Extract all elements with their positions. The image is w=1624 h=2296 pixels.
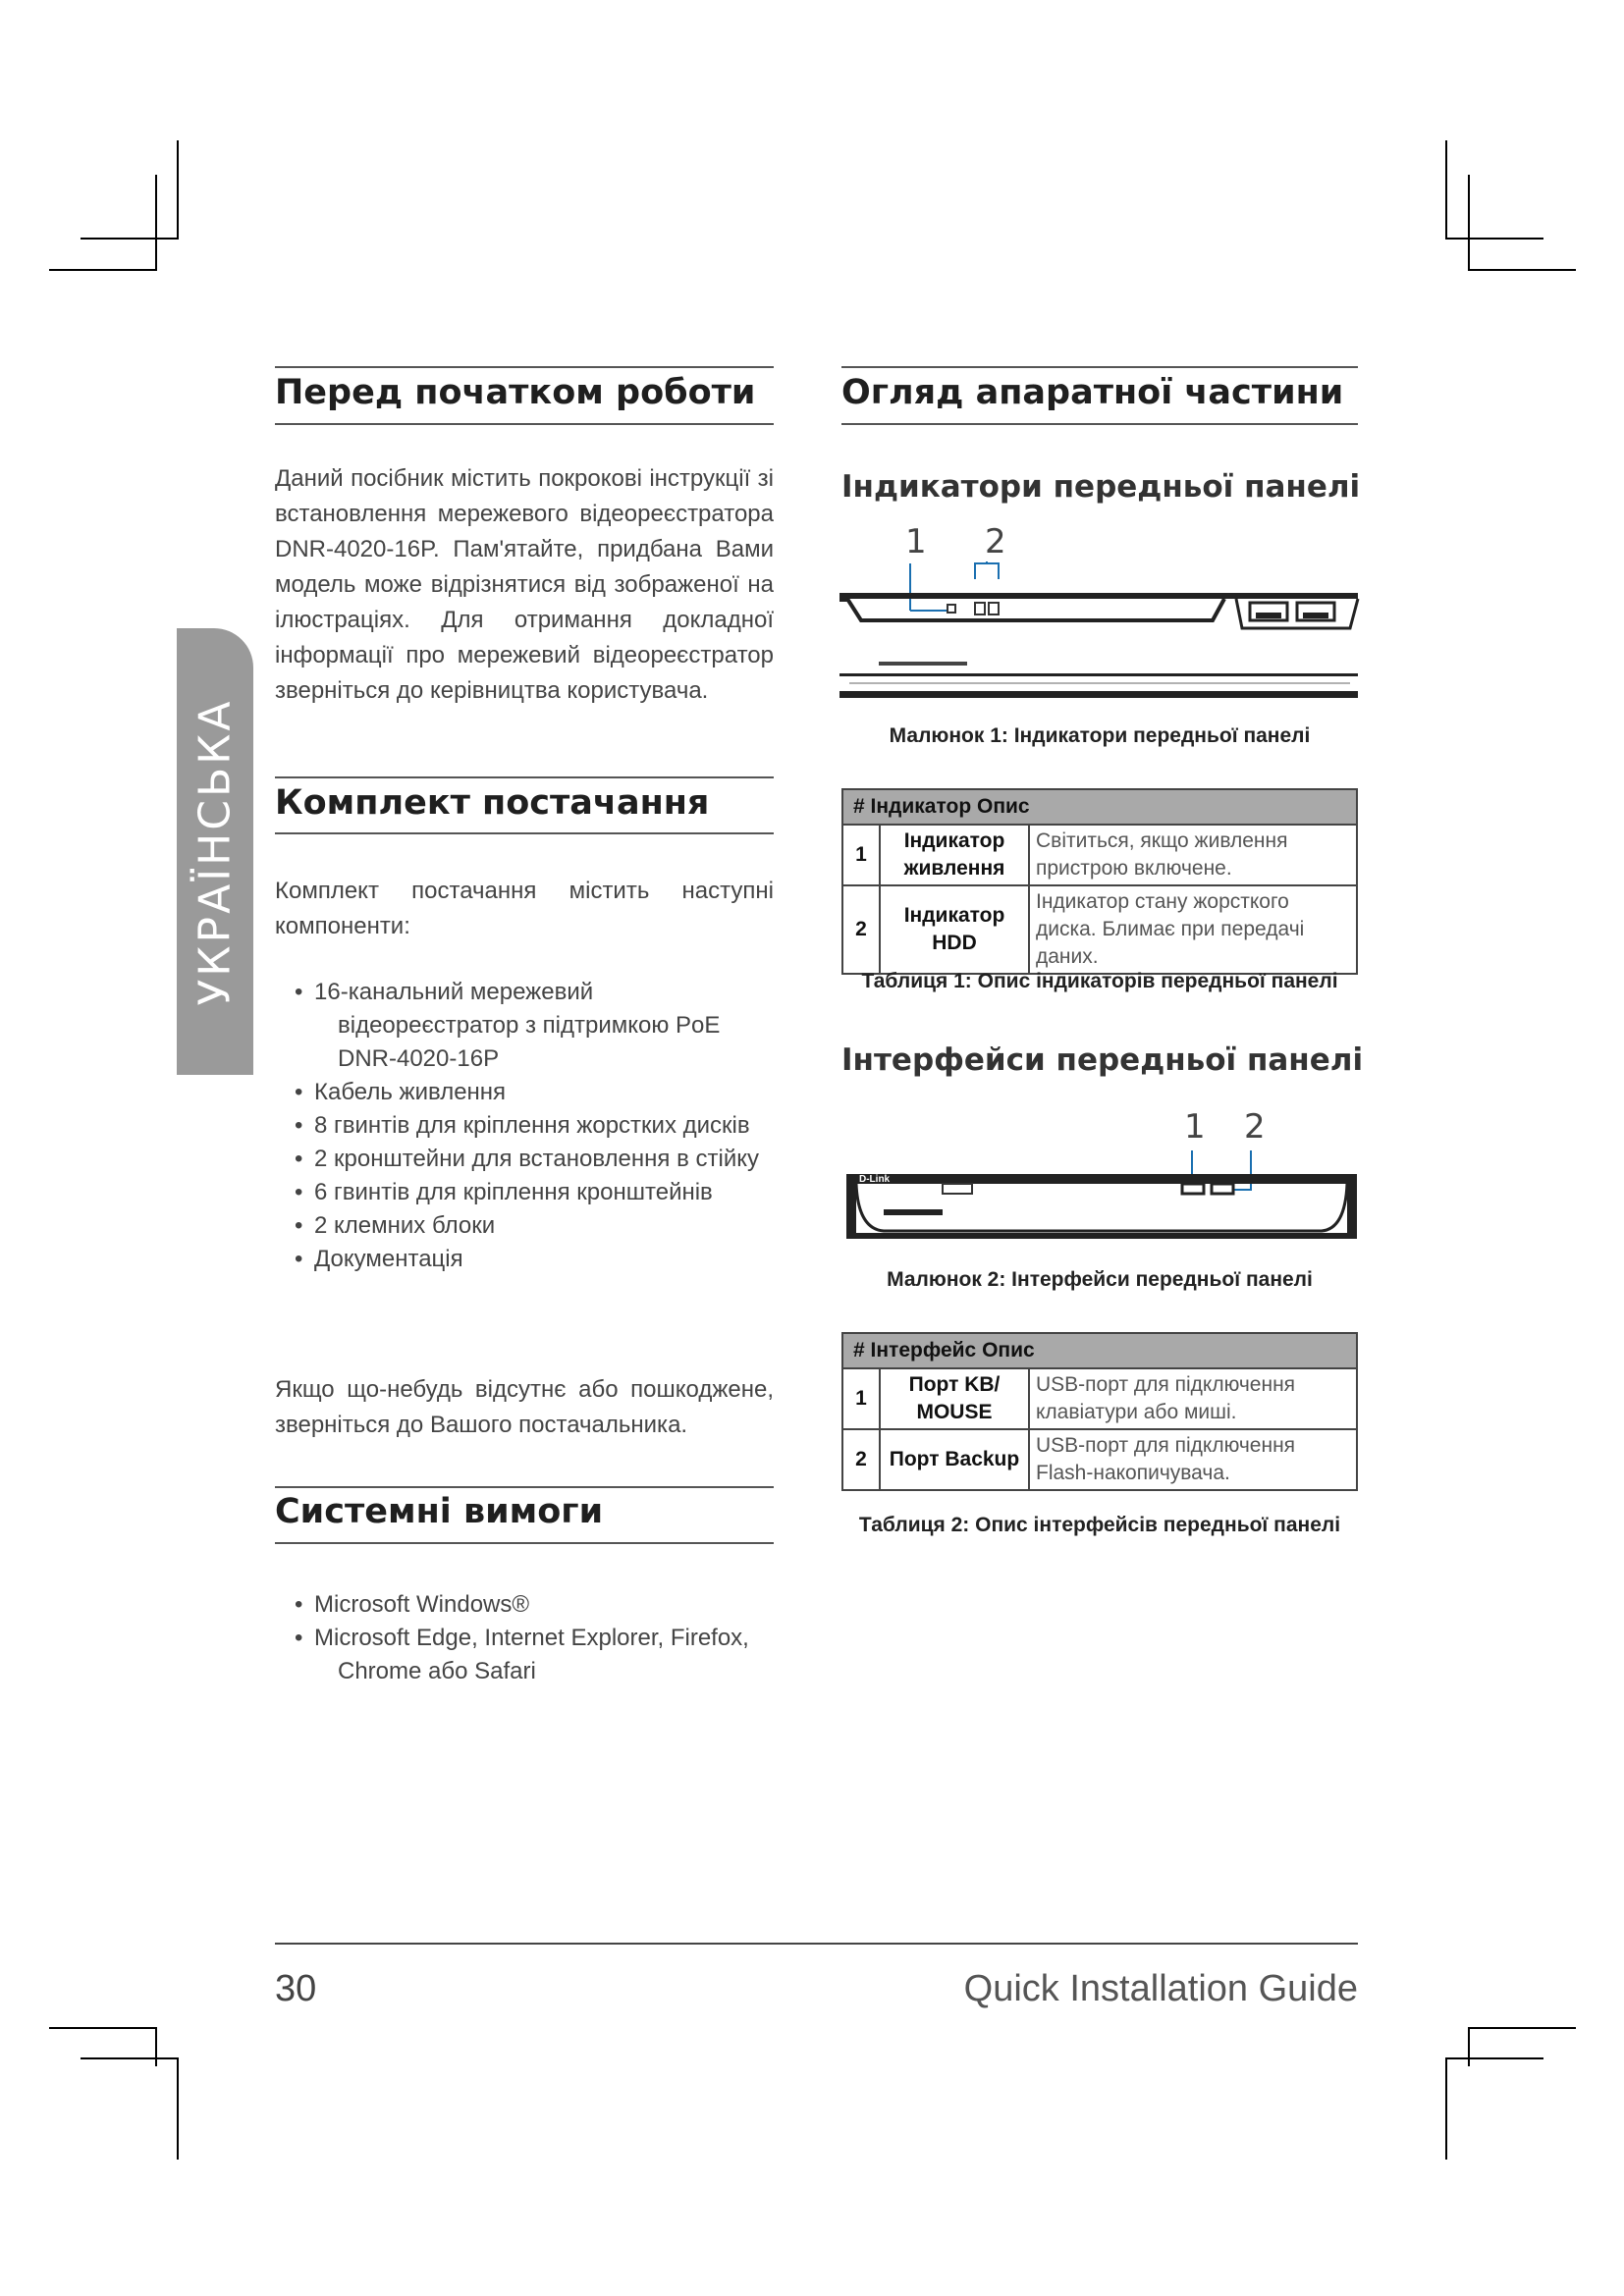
list-item: • 2 клемних блоки (295, 1212, 496, 1239)
list-item: • Microsoft Windows® (295, 1591, 530, 1618)
language-tab-label: УКРАЇНСЬКА (189, 698, 241, 1006)
intro-paragraph: Даний посібник містить покрокові інструкції зі встановлення мережевого відеореєстратора DNR-4020-16P. Пам'ятайте, придбана Вами модель може відрізнятися від зображеної на ілюстраціях. Для отримання докладної інформації про мережевий відеореєстратор зверніться до керівництва користувача. (275, 465, 774, 704)
section-title-requirements: Системні вимоги (275, 1492, 604, 1531)
brand-logo: D-Link (859, 1174, 891, 1185)
list-item: • 6 гвинтів для кріплення кронштейнів (295, 1179, 713, 1205)
table2-caption: Таблиця 2: Опис інтерфейсів передньої панелі (858, 1514, 1341, 1536)
list-item: • 2 кронштейни для встановлення в стійку (295, 1146, 759, 1172)
section-title-before-start: Перед початком роботи (275, 373, 756, 412)
figure2-callout-2: 2 (1244, 1107, 1266, 1147)
list-item: • 8 гвинтів для кріплення жорстких дисків (295, 1112, 750, 1139)
list-item: • 16-канальний мережевий відеореєстратор з підтримкою PoE DNR-4020-16P (295, 979, 721, 1072)
section-title-package: Комплект постачання (275, 783, 710, 823)
table-row: 2 Індикатор HDD Індикатор стану жорсткого диска. Блимає при передачі даних. (842, 885, 1357, 974)
figure2-front-panel-image (844, 1147, 1360, 1245)
figure1-caption: Малюнок 1: Індикатори передньої панелі (889, 724, 1311, 747)
figure2-caption: Малюнок 2: Інтерфейси передньої панелі (887, 1268, 1313, 1291)
table-row: 2 Порт Backup USB-порт для підключення Flash-накопичувача. (842, 1429, 1357, 1490)
table-header: # Індикатор Опис (842, 789, 1357, 825)
table1-caption: Таблиця 1: Опис індикаторів передньої панелі (861, 970, 1338, 992)
list-item: • Microsoft Edge, Internet Explorer, Firefox, Chrome або Safari (295, 1625, 749, 1684)
interfaces-table (841, 1332, 1358, 1491)
section-title-hardware: Огляд апаратної частини (841, 373, 1344, 412)
table-row: 1 Індикатор живлення Світиться, якщо живлення пристрою включене. (842, 825, 1357, 885)
table-header: # Інтерфейс Опис (842, 1333, 1357, 1368)
subtitle-indicators: Індикатори передньої панелі (841, 469, 1361, 505)
indicators-table (841, 788, 1358, 975)
requirements-list (275, 1588, 774, 1688)
table-row: 1 Порт KB/ MOUSE USB-порт для підключення клавіатури або миші. (842, 1368, 1357, 1429)
figure1-callout-1: 1 (905, 522, 927, 561)
list-item: • Кабель живлення (295, 1079, 507, 1105)
package-note: Якщо що-небудь відсутнє або пошкоджене, зверніться до Вашого постачальника. (275, 1376, 774, 1438)
guide-title: Quick Installation Guide (963, 1968, 1358, 2009)
page-number: 30 (275, 1968, 317, 2009)
figure2-callout-1: 1 (1184, 1107, 1206, 1147)
package-intro: Комплект постачання містить наступні компоненти: (275, 878, 774, 939)
subtitle-interfaces: Інтерфейси передньої панелі (841, 1042, 1364, 1078)
package-list (275, 976, 774, 1276)
list-item: • Документація (295, 1246, 463, 1272)
figure1-front-panel-image (839, 560, 1360, 707)
figure1-callout-2: 2 (985, 522, 1006, 561)
